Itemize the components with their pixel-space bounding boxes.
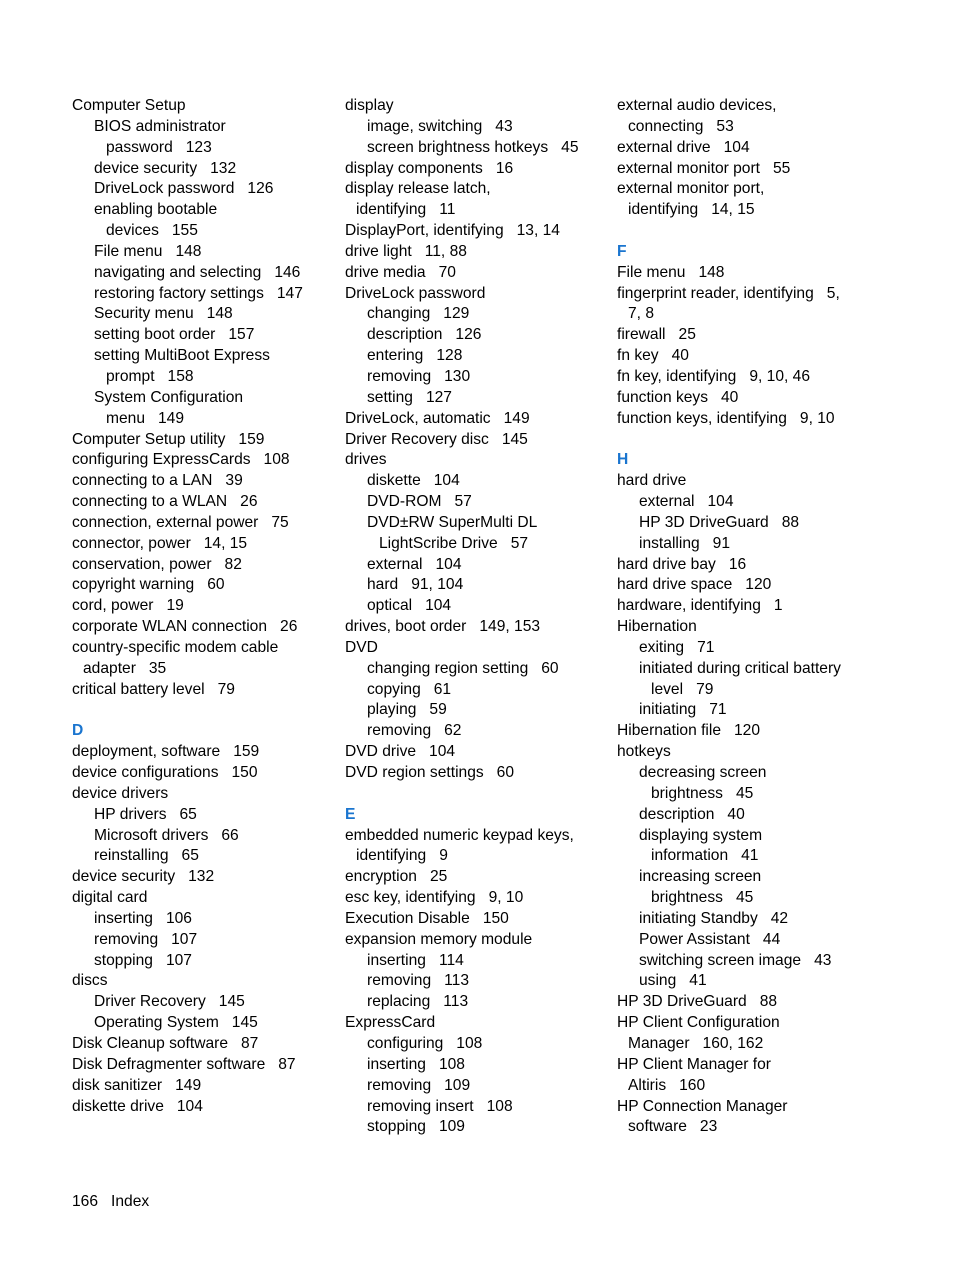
- index-entry: HP Client Configuration: [617, 1014, 780, 1032]
- index-entry: country-specific modem cable: [72, 638, 279, 656]
- index-entry: drive media 70: [345, 263, 456, 281]
- index-subentry: Altiris 160: [628, 1076, 706, 1094]
- index-subentry: software 23: [628, 1118, 718, 1136]
- index-entry: DVD: [345, 638, 378, 656]
- index-subentry: description 40: [639, 805, 745, 823]
- index-subentry: DVD-ROM 57: [367, 493, 472, 511]
- index-entry: hotkeys: [617, 743, 671, 761]
- index-subentry: replacing 113: [367, 993, 469, 1011]
- index-subentry: changing region setting 60: [367, 659, 559, 677]
- index-subentry: exiting 71: [639, 638, 715, 656]
- index-subentry: identifying 11: [356, 201, 456, 219]
- index-entry: DVD drive 104: [345, 743, 456, 761]
- index-entry: display: [345, 97, 394, 114]
- index-entry: DVD region settings 60: [345, 764, 515, 781]
- section-spacer: [617, 221, 879, 242]
- section-title: Index: [111, 1193, 150, 1210]
- index-entry: fn key 40: [617, 347, 689, 365]
- index-subentry: diskette 104: [367, 472, 460, 490]
- index-entry: device security 132: [72, 868, 215, 886]
- index-entry: hard drive space 120: [617, 576, 772, 594]
- index-letter-heading: F: [617, 242, 627, 260]
- index-column-3: [617, 96, 879, 1138]
- index-subentry: external 104: [367, 555, 462, 573]
- index-subentry: Operating System 145: [94, 1014, 258, 1032]
- index-subentry: level 79: [651, 680, 714, 698]
- index-subentry: System Configuration: [94, 388, 244, 406]
- index-entry: external monitor port,: [617, 180, 765, 198]
- index-entry: Driver Recovery disc 145: [345, 430, 528, 448]
- index-subentry: changing 129: [367, 305, 470, 323]
- index-subentry: initiated during critical battery: [639, 659, 841, 677]
- index-entry: Execution Disable 150: [345, 909, 509, 927]
- index-subentry: password 123: [106, 138, 212, 156]
- index-entry: display components 16: [345, 159, 514, 177]
- index-subentry: information 41: [651, 847, 759, 865]
- index-entry: encryption 25: [345, 868, 448, 886]
- index-entry: external monitor port 55: [617, 159, 791, 177]
- index-subentry: enabling bootable: [94, 201, 218, 219]
- index-column-2: [345, 96, 607, 1138]
- index-entry: critical battery level 79: [72, 680, 235, 698]
- index-entry: digital card: [72, 889, 148, 907]
- index-entry: connecting to a LAN 39: [72, 472, 243, 490]
- index-subentry: restoring factory settings 147: [94, 284, 303, 302]
- index-subentry: 7, 8: [628, 305, 655, 323]
- index-entry: HP Connection Manager: [617, 1097, 788, 1115]
- index-letter-heading: E: [345, 805, 356, 823]
- index-subentry: LightScribe Drive 57: [379, 534, 529, 552]
- index-entry: diskette drive 104: [72, 1097, 203, 1115]
- index-subentry: playing 59: [367, 701, 447, 719]
- index-subentry: inserting 108: [367, 1055, 465, 1073]
- index-subentry: BIOS administrator: [94, 117, 226, 135]
- index-subentry: description 126: [367, 326, 482, 344]
- index-subentry: removing 130: [367, 367, 471, 385]
- index-column-1: [72, 96, 334, 1117]
- index-subentry: copying 61: [367, 680, 452, 698]
- index-subentry: device security 132: [94, 159, 237, 177]
- index-subentry: navigating and selecting 146: [94, 263, 301, 281]
- index-entry: configuring ExpressCards 108: [72, 451, 290, 469]
- index-entry: Disk Defragmenter software 87: [72, 1055, 296, 1073]
- index-subentry: setting MultiBoot Express: [94, 347, 270, 365]
- index-entry: conservation, power 82: [72, 555, 242, 573]
- index-entry: display release latch,: [345, 180, 491, 198]
- index-subentry: devices 155: [106, 222, 198, 240]
- index-letter-heading: H: [617, 451, 629, 469]
- index-entry: drive light 11, 88: [345, 242, 467, 260]
- index-subentry: setting boot order 157: [94, 326, 255, 344]
- index-subentry: inserting 114: [367, 951, 464, 969]
- index-entry: deployment, software 159: [72, 743, 260, 761]
- index-subentry: displaying system: [639, 826, 763, 844]
- index-subentry: HP 3D DriveGuard 88: [639, 513, 800, 531]
- index-entry: esc key, identifying 9, 10: [345, 889, 524, 907]
- index-subentry: screen brightness hotkeys 45: [367, 138, 579, 156]
- index-subentry: initiating 71: [639, 701, 727, 719]
- index-subentry: image, switching 43: [367, 117, 513, 135]
- index-subentry: reinstalling 65: [94, 847, 199, 865]
- index-entry: HP 3D DriveGuard 88: [617, 993, 778, 1011]
- index-letter-heading: D: [72, 722, 84, 740]
- index-entry: Hibernation file 120: [617, 722, 761, 740]
- index-entry: DriveLock, automatic 149: [345, 409, 530, 427]
- index-subentry: using 41: [639, 972, 707, 990]
- index-subentry: Security menu 148: [94, 305, 233, 323]
- index-subentry: prompt 158: [106, 367, 194, 385]
- index-subentry: File menu 148: [94, 242, 202, 260]
- index-entry: cord, power 19: [72, 597, 184, 615]
- index-subentry: menu 149: [106, 409, 185, 427]
- index-entry: Computer Setup: [72, 97, 186, 114]
- index-entry: connector, power 14, 15: [72, 534, 248, 552]
- index-entry: hardware, identifying 1: [617, 597, 783, 615]
- index-entry: hard drive: [617, 472, 687, 490]
- index-entry: hard drive bay 16: [617, 555, 747, 573]
- index-subentry: entering 128: [367, 347, 463, 365]
- index-entry: firewall 25: [617, 326, 696, 344]
- index-entry: device configurations 150: [72, 764, 258, 781]
- index-entry: discs: [72, 972, 108, 990]
- index-subentry: removing insert 108: [367, 1097, 513, 1115]
- index-subentry: DriveLock password 126: [94, 180, 274, 198]
- index-subentry: decreasing screen: [639, 764, 767, 781]
- index-entry: external drive 104: [617, 138, 750, 156]
- section-spacer: [72, 700, 334, 721]
- index-entry: connection, external power 75: [72, 513, 289, 531]
- index-subentry: optical 104: [367, 597, 452, 615]
- index-subentry: increasing screen: [639, 868, 762, 886]
- index-entry: drives, boot order 149, 153: [345, 618, 541, 636]
- index-subentry: DVD±RW SuperMulti DL: [367, 513, 538, 531]
- index-entry: HP Client Manager for: [617, 1055, 771, 1073]
- index-entry: device drivers: [72, 784, 169, 802]
- index-subentry: Microsoft drivers 66: [94, 826, 239, 844]
- index-subentry: Power Assistant 44: [639, 930, 781, 948]
- index-entry: Disk Cleanup software 87: [72, 1034, 259, 1052]
- index-subentry: external 104: [639, 493, 734, 511]
- index-subentry: initiating Standby 42: [639, 909, 789, 927]
- index-entry: fn key, identifying 9, 10, 46: [617, 367, 811, 385]
- index-subentry: HP drivers 65: [94, 805, 197, 823]
- index-subentry: identifying 9: [356, 847, 448, 865]
- index-subentry: installing 91: [639, 534, 731, 552]
- index-entry: embedded numeric keypad keys,: [345, 826, 574, 844]
- index-subentry: removing 62: [367, 722, 462, 740]
- section-spacer: [617, 430, 879, 451]
- index-entry: copyright warning 60: [72, 576, 225, 594]
- index-entry: function keys, identifying 9, 10: [617, 409, 835, 427]
- index-entry: DriveLock password: [345, 284, 486, 302]
- index-entry: File menu 148: [617, 263, 725, 281]
- index-subentry: brightness 45: [651, 889, 754, 907]
- page-footer: [72, 1192, 149, 1212]
- index-subentry: configuring 108: [367, 1034, 483, 1052]
- index-entry: disk sanitizer 149: [72, 1076, 202, 1094]
- index-subentry: Driver Recovery 145: [94, 993, 245, 1011]
- index-subentry: hard 91, 104: [367, 576, 464, 594]
- index-entry: corporate WLAN connection 26: [72, 618, 298, 636]
- index-entry: ExpressCard: [345, 1014, 436, 1032]
- section-spacer: [345, 784, 607, 805]
- index-entry: DisplayPort, identifying 13, 14: [345, 222, 560, 240]
- index-entry: function keys 40: [617, 388, 739, 406]
- index-entry: expansion memory module: [345, 930, 533, 948]
- index-entry: drives: [345, 451, 387, 469]
- index-subentry: switching screen image 43: [639, 951, 832, 969]
- index-subentry: connecting 53: [628, 117, 734, 135]
- index-entry: fingerprint reader, identifying 5,: [617, 284, 840, 302]
- index-subentry: identifying 14, 15: [628, 201, 755, 219]
- index-entry: Hibernation: [617, 618, 697, 636]
- index-subentry: Manager 160, 162: [628, 1034, 764, 1052]
- index-subentry: brightness 45: [651, 784, 754, 802]
- index-subentry: setting 127: [367, 388, 452, 406]
- index-subentry: inserting 106: [94, 909, 192, 927]
- index-entry: external audio devices,: [617, 97, 777, 114]
- index-subentry: adapter 35: [83, 659, 167, 677]
- page-number: 166: [72, 1193, 99, 1210]
- index-entry: connecting to a WLAN 26: [72, 493, 258, 511]
- index-subentry: removing 113: [367, 972, 469, 990]
- index-entry: Computer Setup utility 159: [72, 430, 265, 448]
- index-subentry: removing 109: [367, 1076, 471, 1094]
- index-subentry: stopping 107: [94, 951, 192, 969]
- index-subentry: removing 107: [94, 930, 198, 948]
- index-subentry: stopping 109: [367, 1118, 465, 1136]
